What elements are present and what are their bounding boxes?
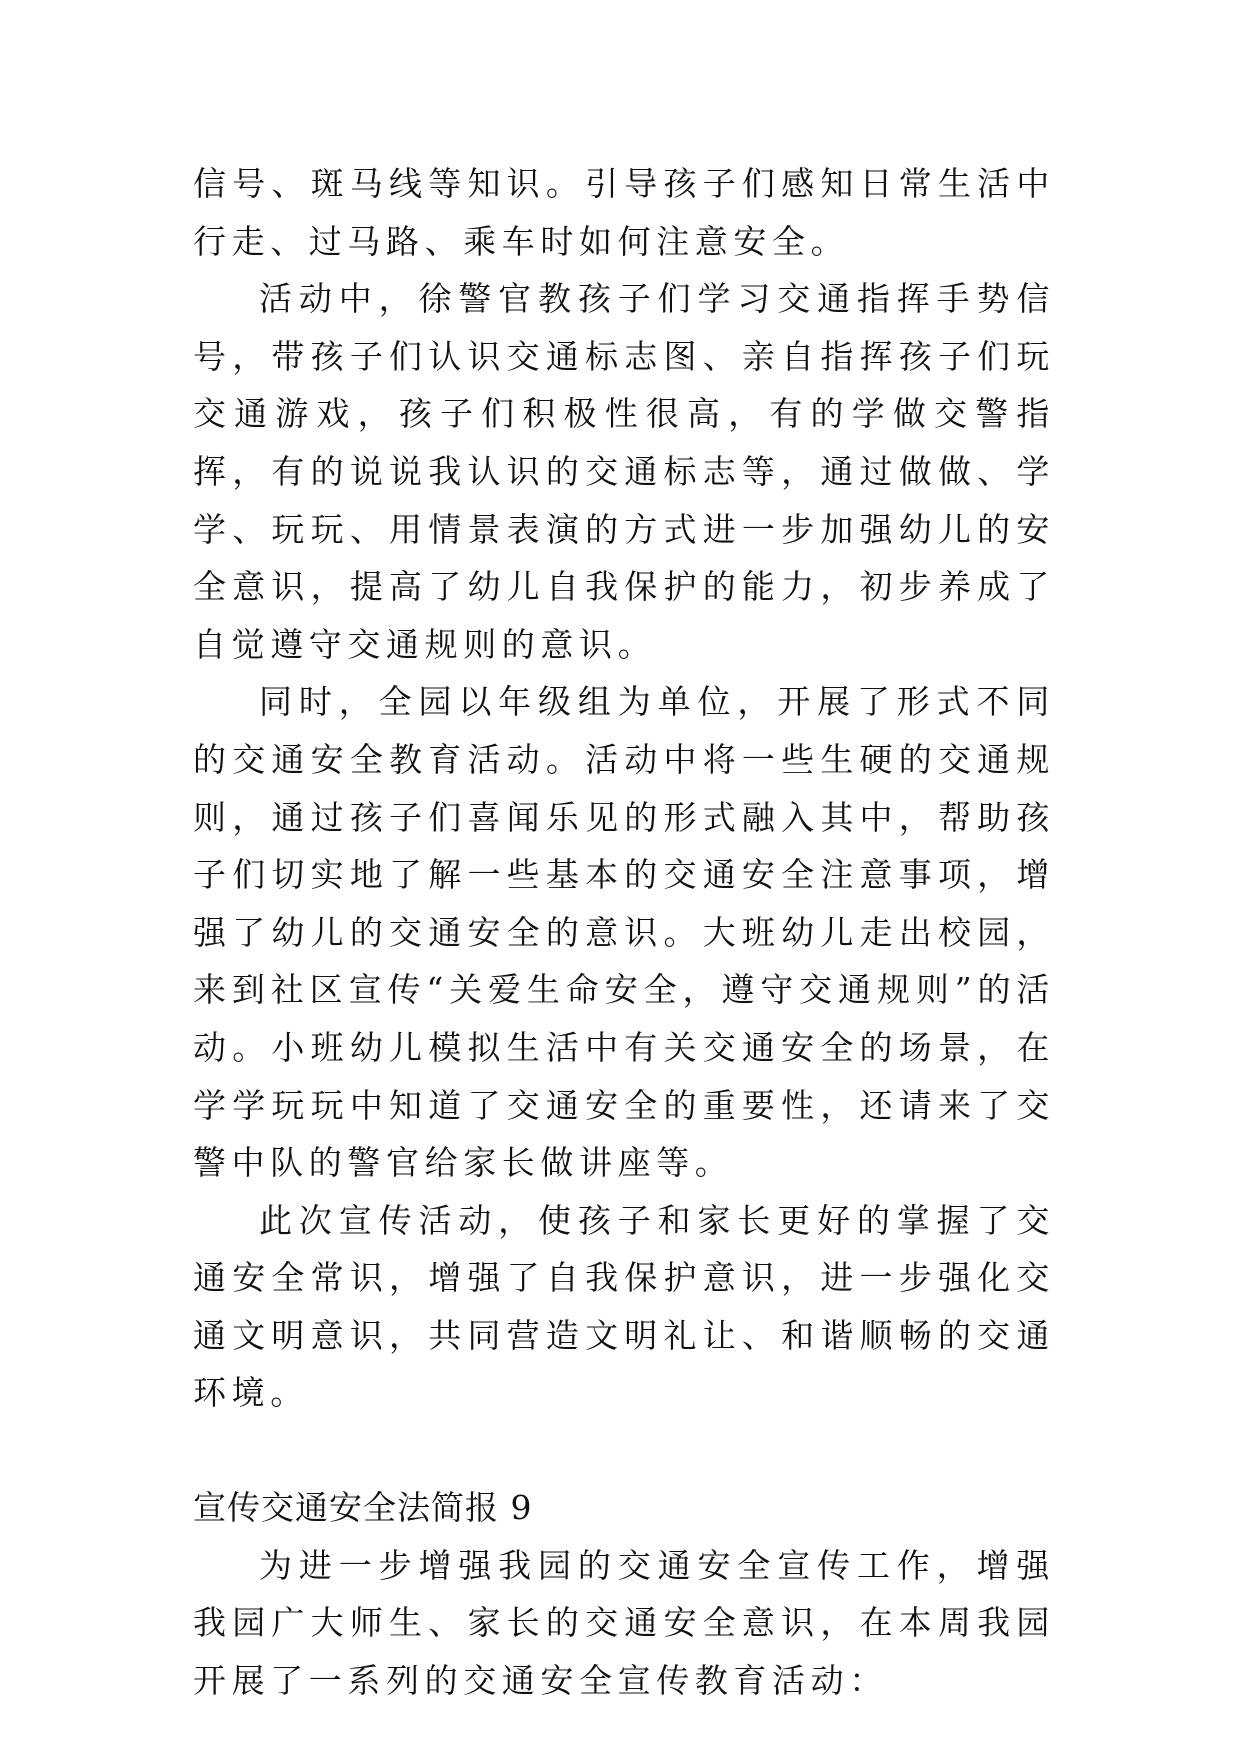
paragraph-1: 信号、斑马线等知识。引导孩子们感知日常生活中行走、过马路、乘车时如何注意安全。 (193, 164, 1055, 261)
paragraph-2: 活动中，徐警官教孩子们学习交通指挥手势信号，带孩子们认识交通标志图、亲自指挥孩子们玩交通游戏，孩子们积极性很高，有的学做交警指挥，有的说说我认识的交通标志等，通过做做、学学、玩玩、用情景表演的方式进一步加强幼儿的安全意识，提高了幼儿自我保护的能力，初步养成了自觉遵守交通规则的意识。 (193, 279, 1055, 664)
document-body (193, 155, 1055, 1709)
paragraph-3: 同时，全园以年级组为单位，开展了形式不同的交通安全教育活动。活动中将一些生硬的交通规则，通过孩子们喜闻乐见的形式融入其中，帮助孩子们切实地了解一些基本的交通安全注意事项，增强了幼儿的交通安全的意识。大班幼儿走出校园，来到社区宣传“关爱生命安全，遵守交通规则”的活动。小班幼儿模拟生活中有关交通安全的场景，在学学玩玩中知道了交通安全的重要性，还请来了交警中队的警官给家长做讲座等。 (193, 682, 1055, 1183)
paragraph-4: 此次宣传活动，使孩子和家长更好的掌握了交通安全常识，增强了自我保护意识，进一步强化交通文明意识，共同营造文明礼让、和谐顺畅的交通环境。 (193, 1200, 1055, 1413)
section-paragraph: 为进一步增强我园的交通安全宣传工作，增强我园广大师生、家长的交通安全意识，在本周我园开展了一系列的交通安全宣传教育活动： (193, 1545, 1055, 1700)
section-heading: 宣传交通安全法简报 9 (193, 1488, 533, 1528)
